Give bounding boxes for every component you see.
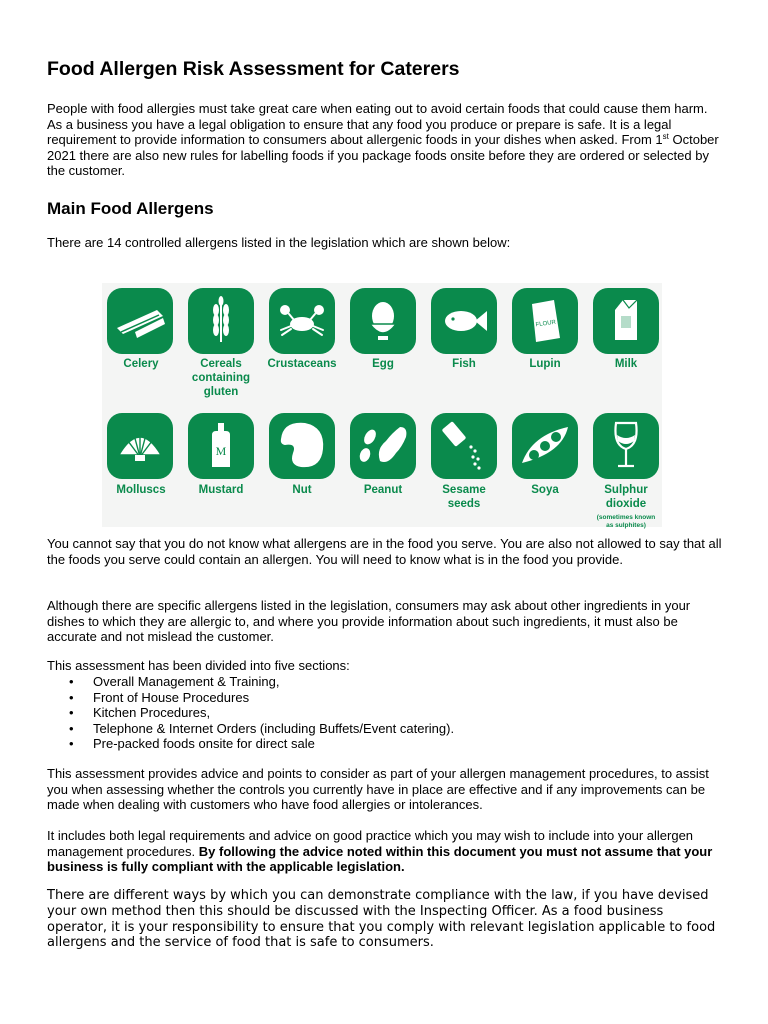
allergen-label-sulphur: Sulphur dioxide [604, 484, 648, 510]
wheat-icon [188, 288, 254, 354]
flour-label: FLOUR [535, 319, 557, 329]
celery-icon [107, 288, 173, 354]
soya-pod-icon [512, 413, 578, 479]
seed-shaker-icon [431, 413, 497, 479]
legal-text: It includes both legal requirements and advice on good practice which you may wish to include into your allergen management procedures. [47, 828, 694, 859]
list-item: • Front of House Procedures [47, 690, 723, 706]
wine-glass-icon [593, 413, 659, 479]
allergen-label-cereals: Cereals containing gluten [191, 358, 251, 398]
list-item: • Pre-packed foods onsite for direct sale [47, 736, 723, 752]
sections-list [47, 674, 723, 752]
allergen-label-egg: Egg [372, 358, 394, 370]
list-item: • Telephone & Internet Orders (including Buffets/Event catering). [47, 721, 723, 737]
sulphites-note: (sometimes known as sulphites) [596, 514, 656, 529]
list-item: • Kitchen Procedures, [47, 705, 723, 721]
intro-superscript: st [662, 132, 669, 142]
legal-paragraph [47, 828, 723, 875]
intro-text-1: People with food allergies must take great care when eating out to avoid certain foods that could cause them harm. As a business you have a legal obligation to ensure that any food you produce or prepare is safe. It is a legal requirement to provide information to consumers about allergenic foods in your dishes when asked. From 1 [47, 101, 708, 148]
allergen-label-mustard: Mustard [198, 484, 244, 496]
section-heading: Main Food Allergens [47, 199, 214, 218]
allergen-label-soya: Soya [531, 484, 559, 496]
fish-icon [431, 288, 497, 354]
intro-text-2: October 2021 there are also new rules for labelling foods if you package foods onsite before they are ordered or selected by the customer. [47, 132, 719, 179]
page-title: Food Allergen Risk Assessment for Caterers [47, 58, 460, 80]
legal-disclaimer: By following the advice noted within this document you must not assume that your business is fully compliant with the applicable legislation. [47, 843, 713, 875]
allergen-label-fish: Fish [452, 358, 476, 370]
allergen-label-molluscs: Molluscs [116, 484, 166, 496]
nut-icon [269, 413, 335, 479]
shell-icon [107, 413, 173, 479]
other-ingredients-paragraph: Although there are specific allergens listed in the legislation, consumers may ask about other ingredients in your dishes to which they are allergic to, and where you provide information about such ingredients, it must also be accurate and not mislead the customer. [47, 598, 691, 645]
allergen-label-sesame: Sesame seeds [442, 484, 486, 510]
peanut-icon [350, 413, 416, 479]
compliance-paragraph: There are different ways by which you can demonstrate compliance with the law, if you have devised your own method then this should be discussed with the Inspecting Officer. As a food business operator, it is your responsibility to ensure that you comply with relevant legislation applicable to food allergens and the service of food that is safe to consumers. [47, 888, 716, 951]
allergen-label-milk: Milk [614, 358, 638, 370]
mustard-jar-icon [188, 413, 254, 479]
egg-icon [350, 288, 416, 354]
crab-icon [269, 288, 335, 354]
flour-bag-icon [512, 288, 578, 354]
allergen-grid [102, 283, 662, 527]
allergen-label-crustaceans: Crustaceans [267, 358, 337, 370]
allergen-label-celery: Celery [123, 358, 159, 370]
allergen-label-lupin: Lupin [529, 358, 561, 370]
cannot-say-paragraph: You cannot say that you do not know what allergens are in the food you serve. You are also not allowed to say that all the foods you serve could contain an allergen. You will need to know what is in the food you provide. [47, 536, 722, 567]
milk-carton-icon [593, 288, 659, 354]
allergen-label-peanut: Peanut [363, 484, 403, 496]
allergens-intro: There are 14 controlled allergens listed in the legislation which are shown below: [47, 235, 511, 250]
list-item: • Overall Management & Training, [47, 674, 723, 690]
advice-paragraph: This assessment provides advice and points to consider as part of your allergen management procedures, to assist you when assessing whether the controls you currently have in place are effective and if any improvements can be made when dealing with customers who have food allergies or intolerances. [47, 766, 709, 813]
mustard-jar-label: M [215, 444, 227, 458]
allergen-label-nut: Nut [292, 484, 312, 496]
intro-paragraph [47, 101, 723, 179]
sections-intro: This assessment has been divided into five sections: [47, 658, 350, 673]
